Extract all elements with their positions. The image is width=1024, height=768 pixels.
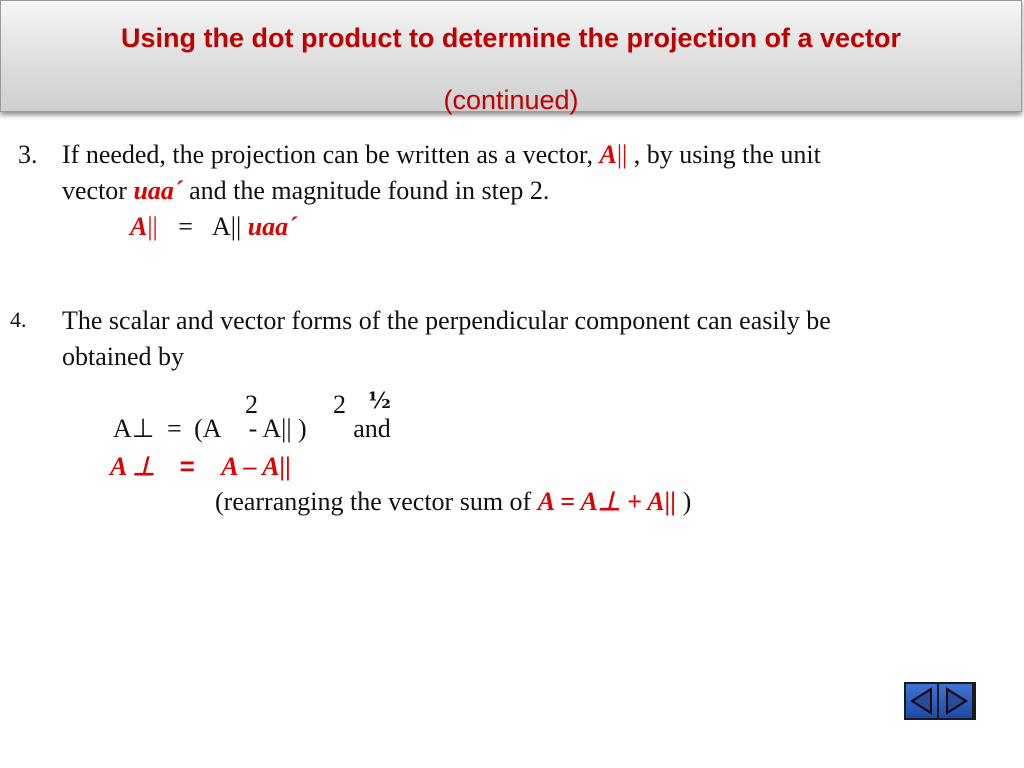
triangle-left-icon xyxy=(906,684,937,718)
vector-formula xyxy=(110,451,291,482)
rearr-close: ) xyxy=(682,487,692,516)
step3-number: 3. xyxy=(18,140,38,169)
vector-equals: = xyxy=(179,451,195,481)
step4-line2: obtained by xyxy=(62,342,185,371)
slide-title: Using the dot product to determine the projection of a vector xyxy=(120,23,902,53)
step3-line2 xyxy=(62,176,549,206)
scalar-a-par: A|| xyxy=(262,414,292,443)
slide-subtitle: (continued) xyxy=(443,85,579,115)
slide-navigation xyxy=(904,682,976,720)
vector-rhs: A – A|| xyxy=(221,452,291,481)
scalar-close: ) xyxy=(298,414,307,443)
and-word: and xyxy=(353,414,391,443)
triangle-right-icon xyxy=(939,684,972,718)
previous-slide-button[interactable] xyxy=(906,684,939,718)
step3-text-c: vector xyxy=(62,176,127,205)
next-slide-button[interactable] xyxy=(939,684,972,718)
scalar-formula xyxy=(113,414,391,444)
eq-lhs-par: || xyxy=(147,212,158,241)
step4-number: 4. xyxy=(10,307,27,332)
rearranging-note xyxy=(215,487,691,517)
title-banner xyxy=(0,0,1022,115)
scalar-minus: - xyxy=(248,414,258,443)
rearr-equation: A = A⊥ + A|| xyxy=(537,487,677,516)
scalar-lhs: A⊥ xyxy=(113,414,155,443)
eq-rhs-a: A|| xyxy=(212,212,242,241)
step3-text-d: and the magnitude found in step 2. xyxy=(189,176,550,205)
eq-lhs-a: A xyxy=(130,212,148,241)
step3-equation xyxy=(130,212,297,242)
exponent-half: ½ xyxy=(368,388,391,414)
step3-par-symbol: || xyxy=(616,140,628,169)
step3-unit-vector: uaa´ xyxy=(133,176,183,205)
scalar-open: (A xyxy=(194,414,221,443)
exponent-2-a: 2 xyxy=(245,390,258,419)
rearr-text: (rearranging the vector sum of xyxy=(215,487,532,516)
step3-text-a: If needed, the projection can be written as a vector, xyxy=(62,140,593,169)
scalar-equals: = xyxy=(166,414,182,443)
eq-rhs-unit: uaa´ xyxy=(247,212,297,241)
vector-lhs: A ⊥ xyxy=(110,452,156,481)
eq-equals: = xyxy=(178,212,193,241)
step4-line1: The scalar and vector forms of the perpendicular component can easily be xyxy=(62,306,831,335)
step3-text-b: , by using the unit xyxy=(633,140,821,169)
exponent-2-b: 2 xyxy=(333,390,346,419)
step3-line1 xyxy=(62,140,821,170)
step3-a-par-letter: A xyxy=(599,140,617,169)
